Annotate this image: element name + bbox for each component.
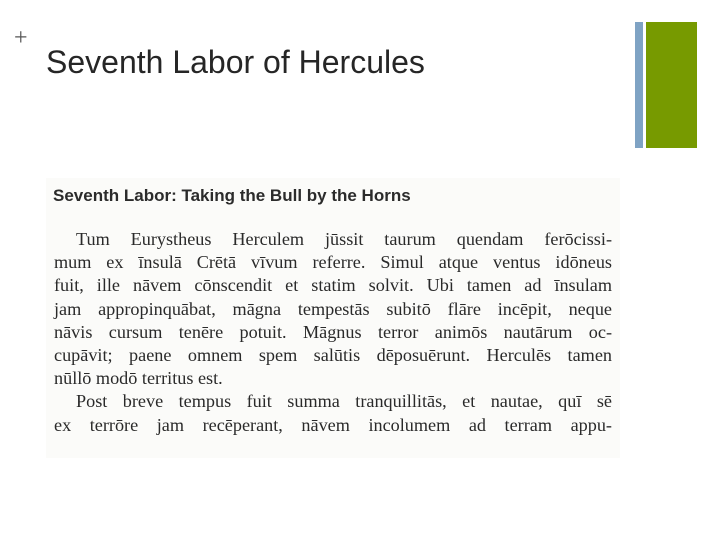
excerpt-line: Tum Eurystheus Herculem jūssit taurum quendam ferōcissi-	[76, 229, 612, 249]
accent-bar-green	[646, 22, 697, 148]
excerpt-line: cupāvit; paene omnem spem salūtis dēposuērunt. Herculēs tamen	[54, 344, 612, 365]
plus-mark: +	[14, 25, 28, 51]
excerpt-body	[54, 228, 612, 437]
slide-title: Seventh Labor of Hercules	[46, 44, 425, 80]
excerpt-line: ex terrōre jam recēperant, nāvem incolumem ad terram appu-	[54, 414, 612, 435]
excerpt-line: Post breve tempus fuit summa tranquillitās, et nautae, quī sē	[76, 391, 612, 412]
excerpt-line: mum ex īnsulā Crētā vīvum referre. Simul atque ventus idōneus	[54, 252, 612, 273]
excerpt-heading: Seventh Labor: Taking the Bull by the Horns	[53, 186, 411, 205]
scanned-text-image	[46, 178, 620, 458]
excerpt-line: nūllō modō territus est.	[54, 368, 223, 389]
excerpt-line: nāvis cursum tenēre potuit. Māgnus terror animōs nautārum oc-	[54, 321, 612, 342]
excerpt-line: jam appropinquābat, māgna tempestās subitō flāre incēpit, neque	[54, 298, 612, 319]
accent-bar-blue	[635, 22, 643, 148]
excerpt-line: fuit, ille nāvem cōnscendit et statim solvit. Ubi tamen ad īnsulam	[54, 275, 612, 296]
